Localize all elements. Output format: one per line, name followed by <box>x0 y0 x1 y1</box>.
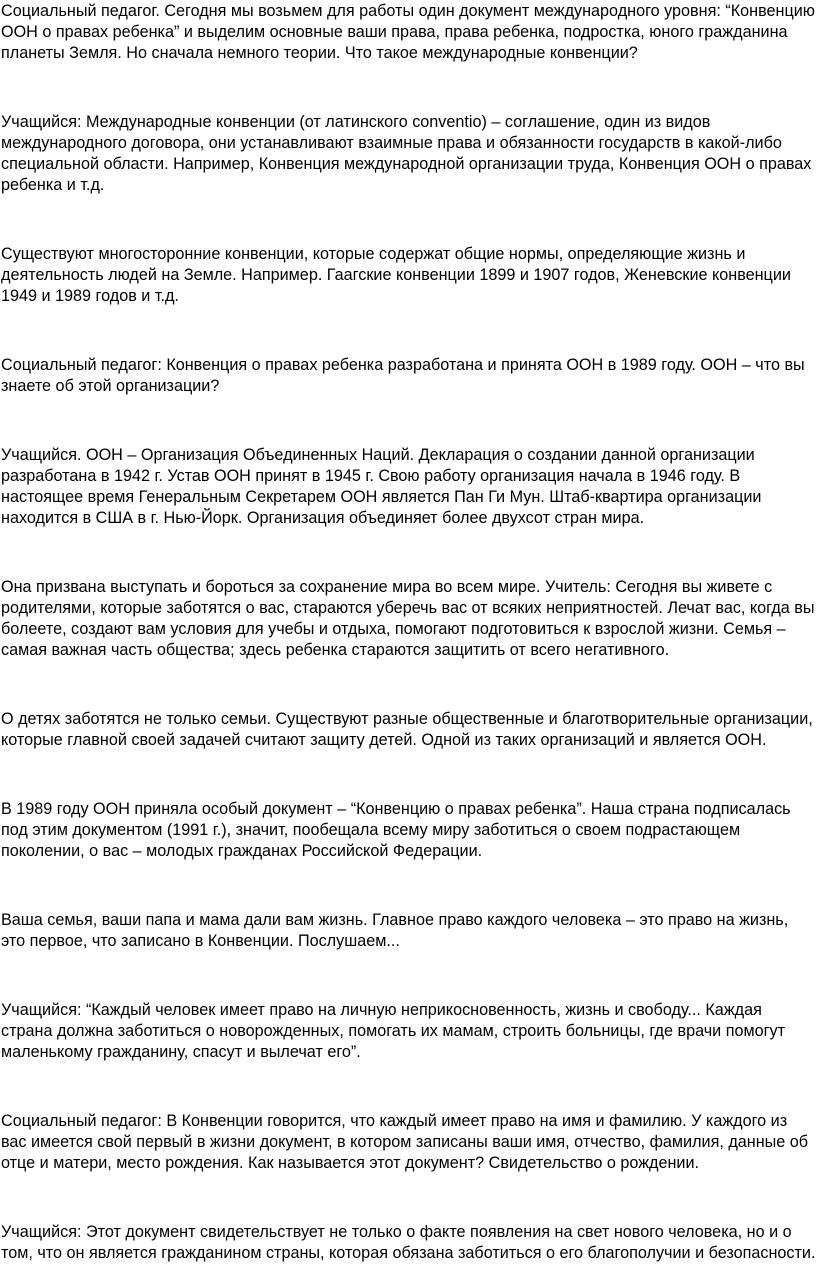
paragraph-right-to-name: Социальный педагог: В Конвенции говорится, что каждый имеет право на имя и фамилию. У каждого из вас имеется свой первый в жизни документ, в котором записаны ваши имя, отчество, фамилия, данные об отце и матери, место рождения. Как называется этот документ? Свидетельство о рождении. <box>1 1112 809 1172</box>
paragraph-conventions-definition: Учащийся: Международные конвенции (от латинского conventio) – соглашение, один из видов международного договора, они устанавливают взаимные права и обязанности государств в какой-либо специальной области. Например, Конвенция международной организации труда, Конвенция ООН о правах ребенка и т.д. <box>1 113 812 194</box>
paragraph-student-quote: Учащийся: “Каждый человек имеет право на личную неприкосновенность, жизнь и свободу... Каждая страна должна заботиться о новорожденных, помогать их мамам, строить больницы, где врачи помогут маленькому гражданину, спасут и вылечат его”. <box>1 1001 786 1061</box>
paragraph-family-care: Она призвана выступать и бороться за сохранение мира во всем мире. Учитель: Сегодня вы живете с родителями, которые заботятся о вас, стараются уберечь вас от всяких неприятностей. Лечат вас, когда вы болеете, создают вам условия для учебы и отдыха, помогают подготовиться к взрослой жизни. Семья – самая важная часть общества; здесь ребенка стараются защитить от всего негативного. <box>1 578 815 659</box>
paragraph-organizations: О детях заботятся не только семьи. Существуют разные общественные и благотворительные организации, которые главной своей задачей считают защиту детей. Одной из таких организаций и является ООН. <box>1 710 813 749</box>
paragraph-un-question: Социальный педагог: Конвенция о правах ребенка разработана и принята ООН в 1989 году. ООН – что вы знаете об этой организации? <box>1 356 805 395</box>
paragraph-birth-certificate: Учащийся: Этот документ свидетельствует не только о факте появления на свет нового человека, но и о том, что он является гражданином страны, которая обязана заботиться о его благополучии и безопасности. <box>1 1223 816 1262</box>
paragraph-multilateral-conventions: Существуют многосторонние конвенции, которые содержат общие нормы, определяющие жизнь и деятельность людей на Земле. Например. Гаагские конвенции 1899 и 1907 годов, Женевские конвенции 1949 и 1989 годов и т.д. <box>1 245 791 305</box>
paragraph-right-to-life: Ваша семья, ваши папа и мама дали вам жизнь. Главное право каждого человека – это право на жизнь, это первое, что записано в Конвенции. Послушаем... <box>1 911 789 950</box>
paragraph-un-answer: Учащийся. ООН – Организация Объединенных Наций. Декларация о создании данной организации разработана в 1942 г. Устав ООН принят в 1945 г. Свою работу организация начала в 1946 году. В настоящее время Генеральным Секретарем ООН является Пан Ги Мун. Штаб-квартира организации находится в США в г. Нью-Йорк. Организация объединяет более двухсот стран мира. <box>1 446 762 527</box>
paragraph-intro-question: Социальный педагог. Сегодня мы возьмем для работы один документ международного уровня: “Конвенцию ООН о правах ребенка” и выделим основные ваши права, права ребенка, подростка, юного гражданина планеты Земля. Но сначала немного теории. Что такое международные конвенции? <box>1 2 815 62</box>
paragraph-convention-1989: В 1989 году ООН приняла особый документ – “Конвенцию о правах ребенка”. Наша страна подписалась под этим документом (1991 г.), значит, пообещала всему миру заботиться о своем подрастающем поколении, о вас – молодых гражданах Российской Федерации. <box>1 800 791 860</box>
